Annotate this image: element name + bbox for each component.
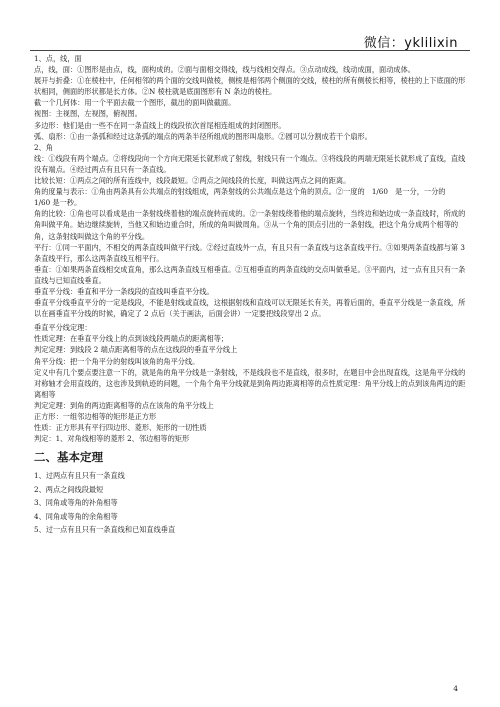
paragraph: 判定定理：到线段 2 端点距离相等的点在这线段的垂直平分线上 bbox=[34, 345, 238, 355]
paragraph: 线：①线段有两个端点。②将线段向一个方向无限延长就形成了射线，射线只有一个端点。③将线段的两端无限延长就形成了直线，直线没有端点。④经过两点有且只有一条直线。 bbox=[34, 153, 466, 174]
list-item: 3、同角或等角的补角相等 bbox=[34, 498, 118, 508]
page-number: 4 bbox=[453, 684, 458, 693]
section-title: 二、基本定理 bbox=[34, 450, 103, 465]
paragraph: 视图：主视图，左视图，俯视图。 bbox=[34, 109, 142, 119]
watermark: 微信：yklilixin bbox=[363, 36, 458, 51]
list-item: 5、过一点有且只有一条直线和已知直线垂直 bbox=[34, 524, 176, 534]
paragraph: 垂直平分线：垂直和平分一条线段的直线叫垂直平分线。 bbox=[34, 286, 214, 296]
paragraph: 角的度量与表示：①角由两条具有公共端点的射线组成，两条射线的公共端点是这个角的顶点。②一度的 1/60 是一分，一分的 1/60 是一秒。 bbox=[34, 187, 453, 208]
list-item: 4、同角或等角的余角相等 bbox=[34, 511, 118, 521]
paragraph: 定义中有几个要点要注意一下的，就是角的角平分线是一条射线，不是线段也不是直线，很多时，在题目中会出现直线，这是角平分线的对称轴才会用直线的，这也涉及到轨迹的问题，一个角个角平分线就是到角两边距离相等的点性质定理：角平分线上的点到该角两边的距离相等 bbox=[34, 367, 466, 399]
paragraph: 平行：①同一平面内，不相交的两条直线叫做平行线。②经过直线外一点，有且只有一条直线与这条直线平行。③如果两条直线都与第 3 条直线平行，那么这两条直线互相平行。 bbox=[34, 242, 465, 263]
paragraph: 角的比较：①角也可以看成是由一条射线绕着他的端点旋转而成的。②一条射线绕着他的端点旋转，当终边和始边成一条直线时，所成的角叫做平角。始边继续旋转，当他又和始边重合时，所成的角叫做周角。③从一个角的顶点引出的一条射线，把这个角分成两个相等的角，这条射线叫做这个角的平分线。 bbox=[34, 209, 466, 241]
paragraph: 角平分线：把一个角平分的射线叫该角的角平分线。 bbox=[34, 356, 200, 366]
paragraph: 弧、扇形：①由一条弧和经过这条弧的端点的两条半径所组成的图形叫扇形。②圆可以分割成若干个扇形。 bbox=[34, 131, 372, 141]
heading-points-lines-planes: 1、点，线，面 bbox=[34, 54, 82, 63]
paragraph: 性质定理：在垂直平分线上的点到该线段两端点的距离相等； bbox=[34, 334, 229, 344]
paragraph: 截一个几何体：用一个平面去截一个图形，截出的面叫做截面。 bbox=[34, 98, 236, 108]
paragraph: 点，线，面：①图形是由点，线，面构成的。②面与面相交得线，线与线相交得点。③点动成线，线动成面，面动成体。 bbox=[34, 65, 415, 75]
heading-angles: 2、角 bbox=[34, 142, 53, 152]
paragraph: 判定：1、对角线相等的菱形 2、邻边相等的矩形 bbox=[34, 434, 190, 444]
paragraph: 展开与折叠：①在棱柱中，任何相邻的两个面的交线叫做棱，侧棱是相邻两个侧面的交线，棱柱的所有侧棱长相等，棱柱的上下底面的形状相同，侧面的形状都是长方体。②N 棱柱就是底面图形有 N 条边的棱柱。 bbox=[34, 76, 466, 97]
paragraph: 正方形：一组邻边相等的矩形是正方形 bbox=[34, 412, 157, 421]
page-content bbox=[34, 53, 466, 536]
paragraph: 判定定理：到角的两边距离相等的点在该角的角平分线上 bbox=[34, 400, 214, 410]
paragraph: 垂直：①如果两条直线相交成直角，那么这两条直线互相垂直。②互相垂直的两条直线的交点叫做垂足。③平面内，过一点有且只有一条直线与已知直线垂直。 bbox=[34, 264, 466, 285]
paragraph: 比较长短：①两点之间的所有连线中，线段最短。②两点之间线段的长度，叫做这两点之间的距离。 bbox=[34, 176, 351, 186]
paragraph: 性质：正方形具有平行四边形、菱形、矩形的一切性质 bbox=[34, 423, 207, 433]
paragraph: 多边形：他们是由一些不在同一条直线上的线段依次首尾相连组成的封闭图形。 bbox=[34, 120, 286, 130]
list-item: 1、过两点有且只有一条直线 bbox=[34, 471, 125, 481]
theorem-list bbox=[34, 469, 466, 536]
paragraph: 垂直平分线垂直平分的一定是线段，不能是射线或直线，这根据射线和直线可以无限延长有关，再着后面的，垂直平分线是一条直线，所以在画垂直平分线的时候，确定了 2 点后（关于画法，后面会讲）一定要把线段穿出 2 点。 bbox=[34, 298, 466, 319]
list-item: 2、两点之间线段最短 bbox=[34, 484, 104, 494]
paragraph: 垂直平分线定理： bbox=[34, 323, 92, 333]
